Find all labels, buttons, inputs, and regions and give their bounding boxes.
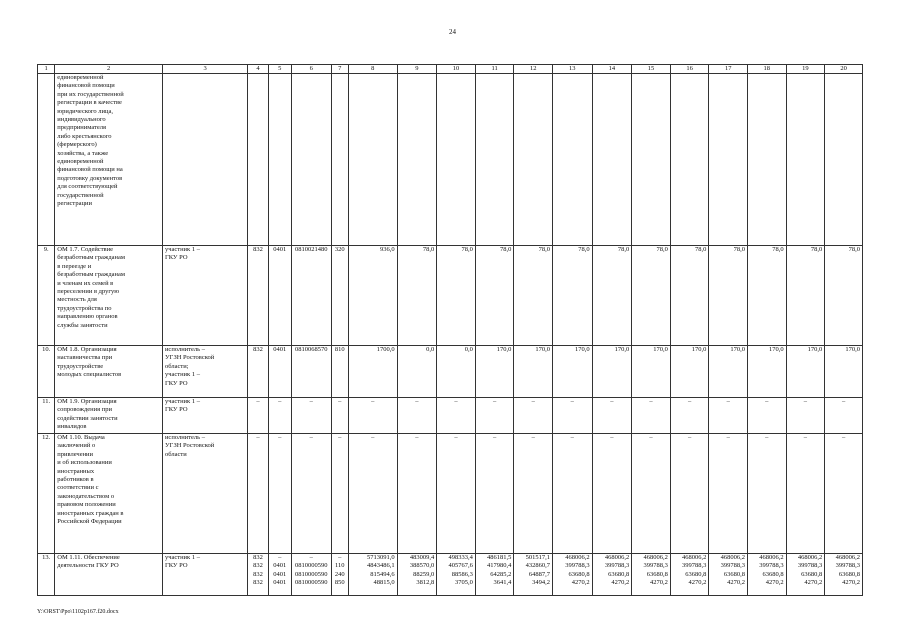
cell-c5: – 0401 0401 0401 [268,554,291,596]
cell-value: 78,0 [748,246,787,346]
cell-c4: 832 [248,246,268,346]
cell-value: 78,0 [397,246,437,346]
cell-value: 170,0 [592,346,632,398]
cell-value: 78,0 [437,246,476,346]
column-number-row [38,65,863,74]
cell-value [553,74,593,246]
cell-value: – [475,398,514,434]
cell-value: – [437,398,476,434]
cell-value [825,74,863,246]
cell-value: 78,0 [825,246,863,346]
cell-n: 12. [38,434,55,554]
cell-value: – [514,434,553,554]
cell-exec: участник 1 – ГКУ РО [162,398,247,434]
cell-value: 170,0 [709,346,748,398]
column-number: 1 [38,65,55,74]
cell-value: 78,0 [786,246,825,346]
cell-n: 10. [38,346,55,398]
column-number: 16 [670,65,709,74]
cell-c6: 0810068570 [291,346,331,398]
cell-value: – [632,398,671,434]
cell-value: – [397,398,437,434]
cell-value: 78,0 [475,246,514,346]
cell-value: 170,0 [514,346,553,398]
cell-n: 13. [38,554,55,596]
cell-value: – [709,398,748,434]
cell-value: 468006,2 399788,3 63680,8 4270,2 [592,554,632,596]
table-row [38,246,863,346]
cell-value: – [825,398,863,434]
cell-value: 468006,2 399788,3 63680,8 4270,2 [709,554,748,596]
cell-value: 468006,2 399788,3 63680,8 4270,2 [632,554,671,596]
cell-value [592,74,632,246]
cell-name: ОМ 1.11. Обеспечение деятельности ГКУ РО [55,554,163,596]
cell-value [437,74,476,246]
column-number: 6 [291,65,331,74]
cell-c4: – [248,434,268,554]
cell-value: – [553,398,593,434]
cell-c6: – [291,434,331,554]
cell-value: – [592,434,632,554]
cell-c7: 320 [331,246,348,346]
column-number: 10 [437,65,476,74]
cell-value: – [348,434,397,554]
cell-value [670,74,709,246]
column-number: 7 [331,65,348,74]
column-number: 19 [786,65,825,74]
column-number: 15 [632,65,671,74]
cell-value: – [786,398,825,434]
cell-value: 468006,2 399788,3 63680,8 4270,2 [786,554,825,596]
cell-value: – [397,434,437,554]
cell-name: ОМ 1.8. Организация наставничества при трудоустройстве молодых специалистов [55,346,163,398]
column-number: 14 [592,65,632,74]
table-row [38,554,863,596]
cell-value [397,74,437,246]
cell-exec: исполнитель – УГЗН Ростовской области; участник 1 – ГКУ РО [162,346,247,398]
cell-name: единовременной финансовой помощи при их государственной регистрации в качестве юридического лица, индивидуального предпринимателя либо крестьянского (фермерского) хозяйства, а также единовременной финансовой помощи на подготовку документов для соответствующей государственной регистрации [55,74,163,246]
cell-c7 [331,74,348,246]
cell-value: 170,0 [553,346,593,398]
cell-value: 170,0 [825,346,863,398]
cell-value: 78,0 [670,246,709,346]
cell-value: – [592,398,632,434]
cell-name: ОМ 1.9. Организация сопровождения при содействии занятости инвалидов [55,398,163,434]
cell-exec: участник 1 – ГКУ РО [162,554,247,596]
column-number: 2 [55,65,163,74]
column-number: 11 [475,65,514,74]
cell-value: – [670,398,709,434]
cell-name: ОМ 1.10. Выдача заключений о привлечении и об использовании иностранных работников в соответствии с законодательством о правовом положении иностранных граждан в Российской Федерации [55,434,163,554]
cell-value: – [825,434,863,554]
cell-value [632,74,671,246]
cell-value: – [709,434,748,554]
cell-value: 468006,2 399788,3 63680,8 4270,2 [670,554,709,596]
table-row [38,346,863,398]
cell-value [514,74,553,246]
cell-value [748,74,787,246]
cell-value: 468006,2 399788,3 63680,8 4270,2 [825,554,863,596]
cell-c5: – [268,398,291,434]
cell-value: 78,0 [632,246,671,346]
cell-value: 0,0 [397,346,437,398]
cell-value: 486181,5 417980,4 64285,2 3641,4 [475,554,514,596]
cell-exec: участник 1 – ГКУ РО [162,246,247,346]
cell-value: 936,0 [348,246,397,346]
budget-table [37,64,863,596]
cell-exec: исполнитель – УГЗН Ростовской области [162,434,247,554]
cell-value: 78,0 [592,246,632,346]
cell-c5: 0401 [268,346,291,398]
cell-value: – [475,434,514,554]
cell-c6: – 0810000590 0810000590 0810000590 [291,554,331,596]
cell-c6: 0810021480 [291,246,331,346]
cell-c5 [268,74,291,246]
table-row [38,434,863,554]
cell-n: 11. [38,398,55,434]
cell-c4: 832 832 832 832 [248,554,268,596]
cell-value [348,74,397,246]
file-path-footer: Y:\ORST\Ppo\1102p167.f20.docx [37,609,119,615]
cell-c7: – [331,434,348,554]
cell-value: 170,0 [786,346,825,398]
column-number: 8 [348,65,397,74]
cell-c7: – [331,398,348,434]
cell-value [475,74,514,246]
cell-value: 78,0 [709,246,748,346]
column-number: 18 [748,65,787,74]
cell-value: 78,0 [553,246,593,346]
cell-value: 78,0 [514,246,553,346]
column-number: 9 [397,65,437,74]
cell-value: 170,0 [632,346,671,398]
cell-value: – [632,434,671,554]
cell-value: 468006,2 399788,3 63680,8 4270,2 [748,554,787,596]
cell-value: 170,0 [670,346,709,398]
cell-value [786,74,825,246]
cell-value: 501517,1 432860,7 64887,7 3494,2 [514,554,553,596]
column-number: 17 [709,65,748,74]
cell-c4: 832 [248,346,268,398]
column-number: 3 [162,65,247,74]
cell-c5: 0401 [268,246,291,346]
cell-value: 468006,2 399788,3 63680,8 4270,2 [553,554,593,596]
cell-c4 [248,74,268,246]
cell-value: 170,0 [475,346,514,398]
table-row [38,74,863,246]
table-row [38,398,863,434]
cell-c7: 810 [331,346,348,398]
cell-value: 483009,4 388570,0 88259,0 3812,8 [397,554,437,596]
cell-value: – [348,398,397,434]
cell-c4: – [248,398,268,434]
cell-value: – [748,398,787,434]
cell-c6: – [291,398,331,434]
cell-value: 0,0 [437,346,476,398]
column-number: 4 [248,65,268,74]
cell-value: – [786,434,825,554]
cell-value: 498333,4 405767,6 88586,3 3705,0 [437,554,476,596]
cell-n: 9. [38,246,55,346]
column-number: 20 [825,65,863,74]
cell-value: – [670,434,709,554]
column-number: 5 [268,65,291,74]
cell-value: 1700,0 [348,346,397,398]
cell-value: 5713091,0 4843486,1 815494,6 48815,0 [348,554,397,596]
cell-value: 170,0 [748,346,787,398]
cell-c6 [291,74,331,246]
column-number: 12 [514,65,553,74]
cell-value [709,74,748,246]
cell-c7: – 110 240 850 [331,554,348,596]
page-number: 24 [449,28,456,36]
cell-value: – [748,434,787,554]
cell-value: – [437,434,476,554]
cell-value: – [553,434,593,554]
column-number: 13 [553,65,593,74]
cell-c5: – [268,434,291,554]
cell-n [38,74,55,246]
cell-name: ОМ 1.7. Содействие безработным гражданам в переезде и безработным гражданам и членам их семей в переселении в другую местность для трудоустройства по направлению органов службы занятости [55,246,163,346]
cell-exec [162,74,247,246]
cell-value: – [514,398,553,434]
